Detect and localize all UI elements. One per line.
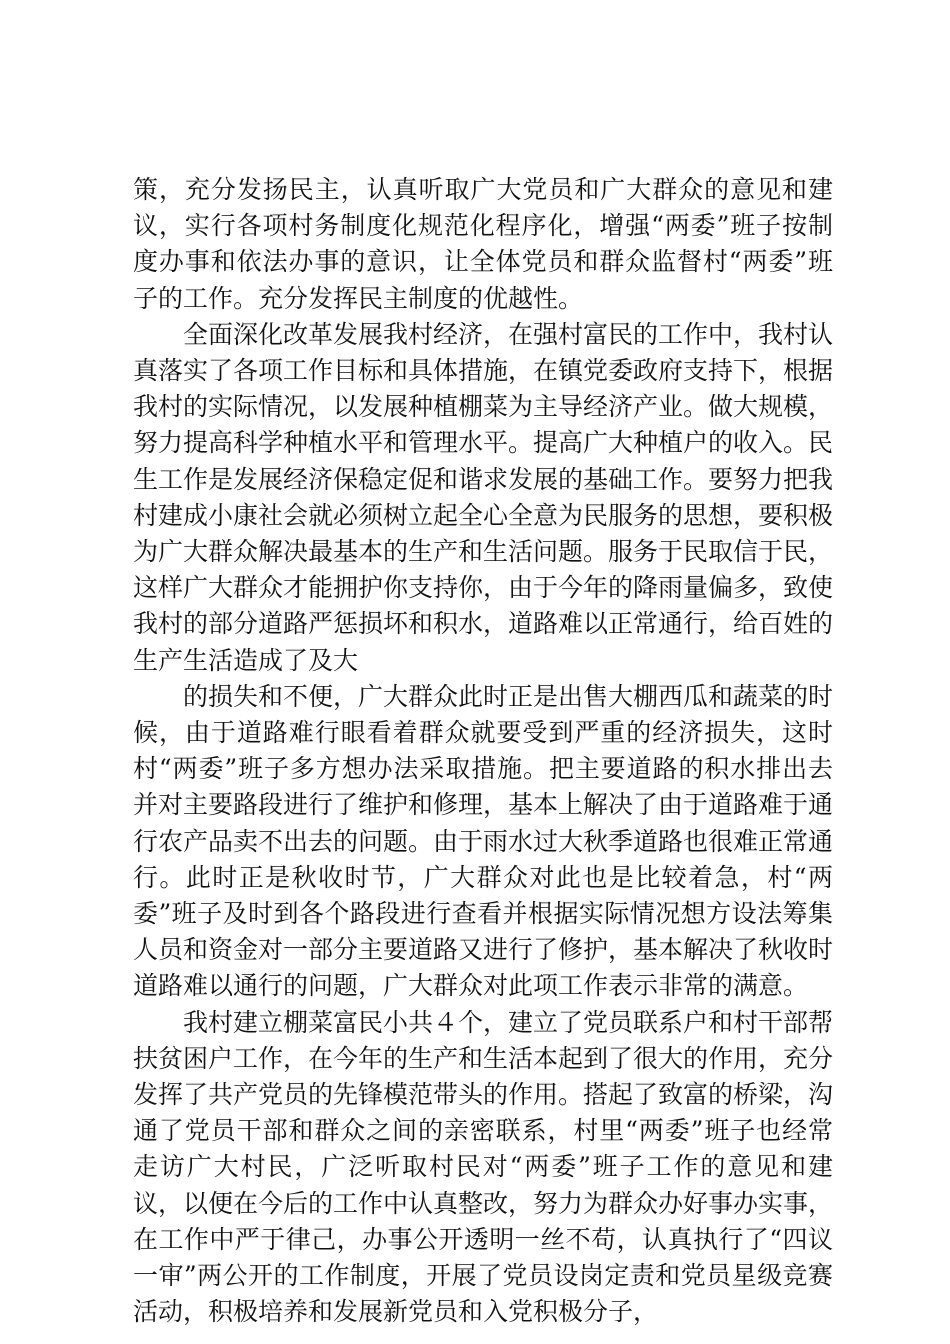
document-body (133, 172, 833, 1331)
paragraph-2: 全面深化改革发展我村经济，在强村富民的工作中，我村认真落实了各项工作目标和具体措施，在镇党委政府支持下，根据我村的实际情况，以发展种植棚菜为主导经济产业。做大规模，努力提高科学种植水平和管理水平。提高广大种植户的收入。民生工作是发展经济保稳定促和谐求发展的基础工作。要努力把我村建成小康社会就必须树立起全心全意为民服务的思想，要积极为广大群众解决最基本的生产和生活问题。服务于民取信于民，这样广大群众才能拥护你支持你，由于今年的降雨量偏多，致使我村的部分道路严惩损坏和积水，道路难以正常通行，给百姓的生产生活造成了及大 (133, 319, 834, 675)
paragraph-4: 我村建立棚菜富民小共４个，建立了党员联系户和村干部帮扶贫困户工作，在今年的生产和生活本起到了很大的作用，充分发挥了共产党员的先锋模范带头的作用。搭起了致富的桥梁，沟通了党员干部和群众之间的亲密联系，村里“两委”班子也经常走访广大村民，广泛听取村民对“两委”班子工作的意见和建议，以便在今后的工作中认真整改，努力为群众办好事办实事，在工作中严于律己，办事公开透明一丝不苟，认真执行了“四议一审”两公开的工作制度，开展了党员设岗定责和党员星级竞赛活动，积极培养和发展新党员和入党积极分子， (133, 1007, 834, 1327)
paragraph-1: 策，充分发扬民主，认真听取广大党员和广大群众的意见和建议，实行各项村务制度化规范化程序化，增强“两委”班子按制度办事和依法办事的意识，让全体党员和群众监督村“两委”班子的工作。充分发挥民主制度的优越性。 (133, 175, 833, 313)
paragraph-3: 的损失和不便，广大群众此时正是出售大棚西瓜和蔬菜的时候，由于道路难行眼看着群众就要受到严重的经济损失，这时村“两委”班子多方想办法采取措施。把主要道路的积水排出去并对主要路段进行了维护和修理，基本上解决了由于道路难于通行农产品卖不出去的问题。由于雨水过大秋季道路也很难正常通行。此时正是秋收时节，广大群众对此也是比较着急，村“两委”班子及时到各个路段进行查看并根据实际情况想方设法筹集人员和资金对一部分主要道路又进行了修护，基本解决了秋收时道路难以通行的问题，广大群众对此项工作表示非常的满意。 (133, 681, 834, 1001)
